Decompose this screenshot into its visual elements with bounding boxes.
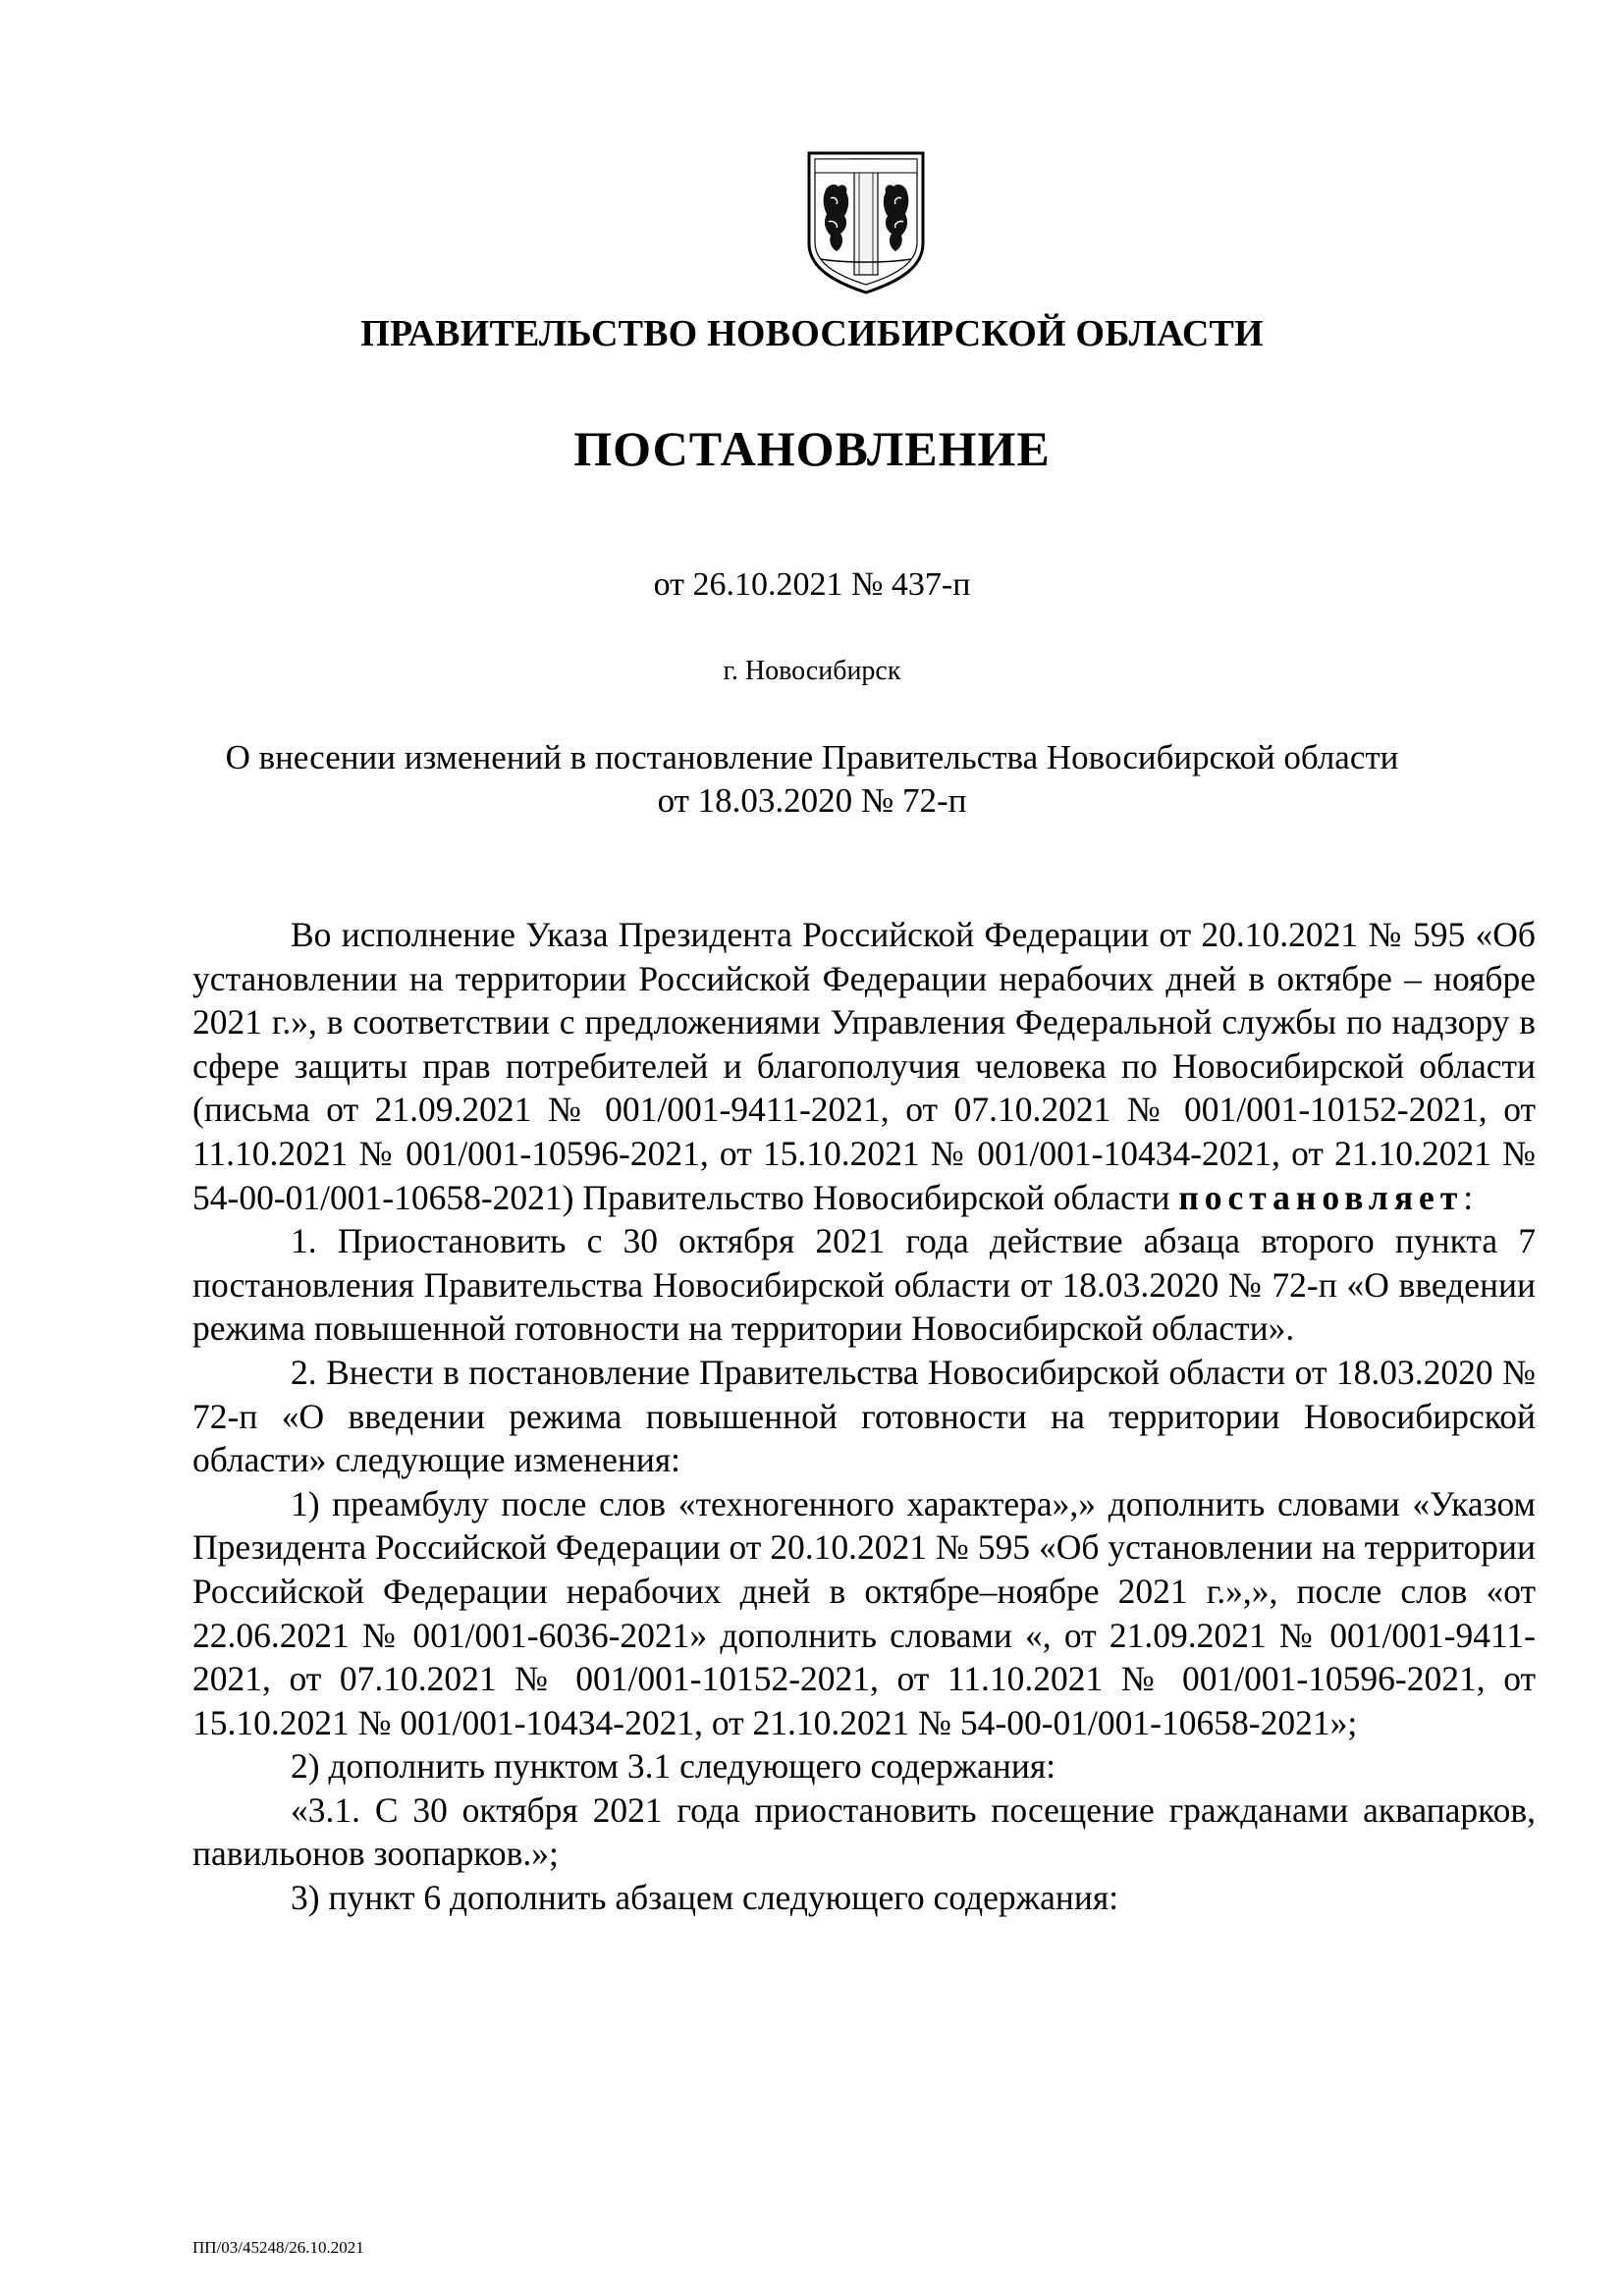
document-subject — [0, 736, 1624, 823]
footer-code: ПП/03/45248/26.10.2021 — [192, 2238, 364, 2257]
preamble-text: Во исполнение Указа Президента Российской Федерации от 20.10.2021 № 595 «Об установлении на территории Российской Федерации нерабочих дней в октябре – ноябре 2021 г.», в соответствии с предложениями Управления Федеральной службы по надзору в сфере защиты прав потребителей и благополучия человека по Новосибирской области (письма от 21.09.2021 № 001/001-9411-2021, от 07.10.2021 № 001/001-10152-2021, от 11.10.2021 № 001/001-10596-2021, от 15.10.2021 № 001/001-10434-2021, от 21.10.2021 № 54-00-01/001-10658-2021) Правительство Новосибирской области — [192, 915, 1536, 1217]
document-body — [192, 913, 1536, 1920]
paragraph-quote-3-1: «3.1. С 30 октября 2021 года приостановить посещение гражданами аквапарков, павильонов зоопарков.»; — [192, 1789, 1536, 1874]
paragraph-2-3: 3) пункт 6 дополнить абзацем следующего содержания: — [291, 1878, 1119, 1918]
preamble-paragraph — [192, 913, 1536, 1219]
organization-name: ПРАВИТЕЛЬСТВО НОВОСИБИРСКОЙ ОБЛАСТИ — [360, 313, 1264, 354]
document-type: ПОСТАНОВЛЕНИЕ — [573, 421, 1051, 476]
paragraph-1: 1. Приостановить с 30 октября 2021 года действие абзаца второго пункта 7 постановления Правительства Новосибирской области от 18.03.2020 № 72-п «О введении режима повышенной готовности на территории Новосибирской области». — [192, 1221, 1536, 1349]
resolves-suffix: : — [1463, 1177, 1474, 1217]
paragraph-2: 2. Внести в постановление Правительства Новосибирской области от 18.03.2020 № 72-п «О введении режима повышенной готовности на территории Новосибирской области» следующие изменения: — [192, 1352, 1536, 1480]
document-city: г. Новосибирск — [723, 656, 901, 686]
paragraph-2-1: 1) преамбулу после слов «техногенного характера»,» дополнить словами «Указом Президента Российской Федерации от 20.10.2021 № 595 «Об установлении на территории Российской Федерации нерабочих дней в октябре–ноябре 2021 г.»,», после слов «от 22.06.2021 № 001/001-6036-2021» дополнить словами «, от 21.09.2021 № 001/001-9411-2021, от 07.10.2021 № 001/001-10152-2021, от 11.10.2021 № 001/001-10596-2021, от 15.10.2021 № 001/001-10434-2021, от 21.10.2021 № 54-00-01/001-10658-2021»; — [192, 1483, 1536, 1742]
subject-line-2: от 18.03.2020 № 72-п — [657, 781, 967, 820]
coat-of-arms-icon — [805, 149, 927, 296]
paragraph-2-2: 2) дополнить пунктом 3.1 следующего содержания: — [291, 1746, 1056, 1787]
document-date-number: от 26.10.2021 № 437-п — [653, 566, 971, 603]
subject-line-1: О внесении изменений в постановление Правительства Новосибирской области — [225, 738, 1399, 776]
resolves-word: постановляет — [1178, 1177, 1464, 1217]
